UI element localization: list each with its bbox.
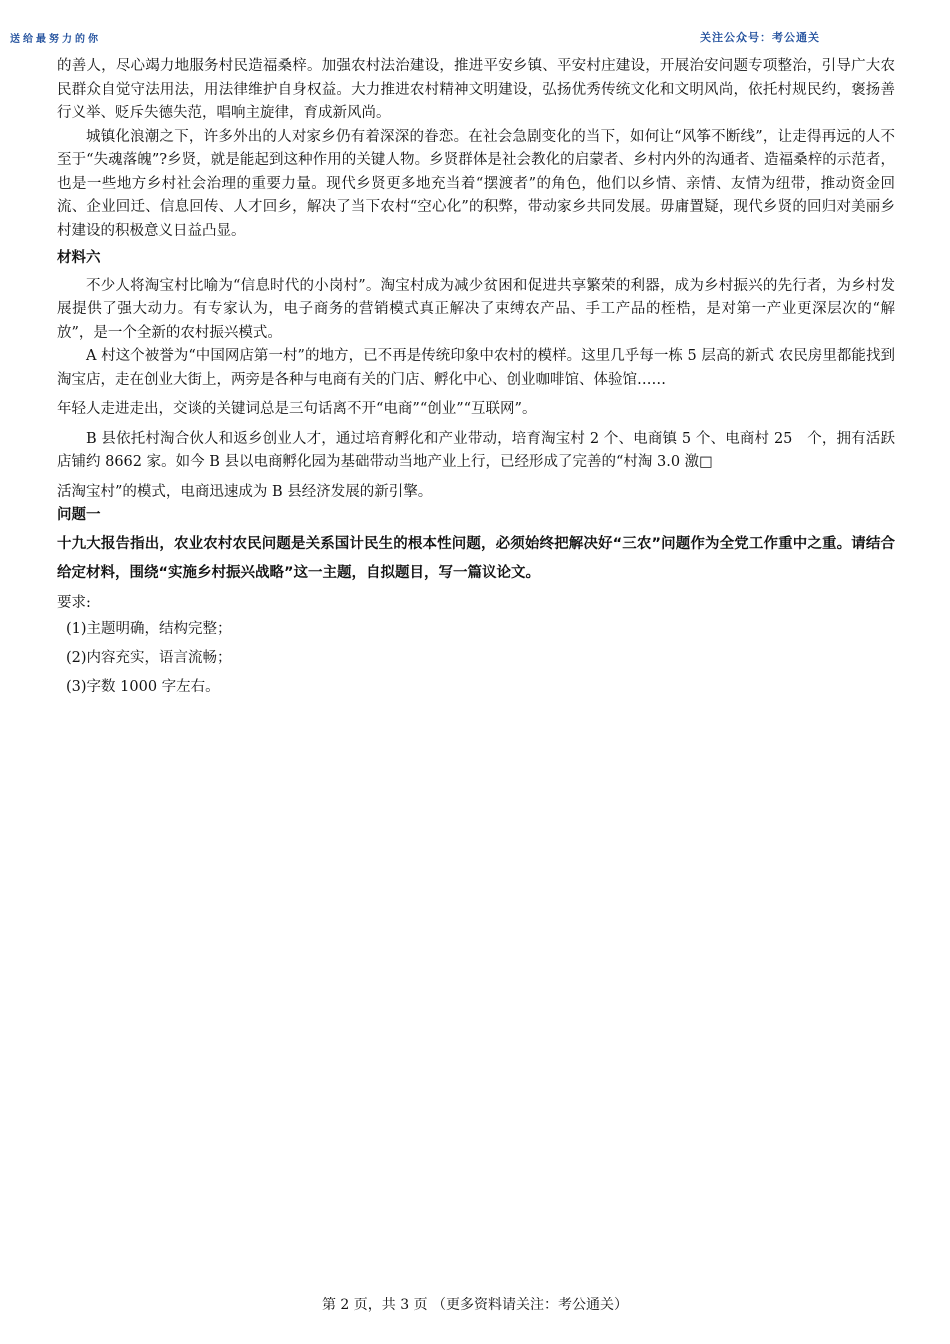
requirement-item: (3)字数 1000 字左右。 xyxy=(66,679,220,695)
page-footer: 第 2 页，共 3 页 （更多资料请关注：考公通关） xyxy=(321,1297,629,1313)
paragraph-county-b-continued: 活淘宝村”的模式，电商迅速成为 B 县经济发展的新引擎。 xyxy=(57,483,433,500)
header-slogan: 送给最努力的你 xyxy=(10,34,101,45)
paragraph-rural-sages: 城镇化浪潮之下，许多外出的人对家乡仍有着深深的眷恋。在社会急剧变化的当下，如何让“风筝不断线”，让走得再远的人不至于“失魂落魄”?乡贤，就是能起到这种作用的关键人物。乡贤群体是社会教化的启蒙者、乡村内外的沟通者、造福桑梓的示范者，也是一些地方乡村社会治理的重要力量。现代乡贤更多地充当着“摆渡者”的角色，他们以乡情、亲情、友情为纽带，推动资金回流、企业回迁、信息回传、人才回乡，解决了当下农村“空心化”的积弊，带动家乡共同发展。毋庸置疑，现代乡贤的回归对美丽乡村建设的积极意义日益凸显。 xyxy=(57,128,895,239)
document-body xyxy=(57,55,895,702)
header-wechat-note: 关注公众号：考公通关 xyxy=(700,31,820,44)
question-prompt: 十九大报告指出，农业农村农民问题是关系国计民生的根本性问题，必须始终把解决好“三农”问题作为全党工作重中之重。请结合给定材料，围绕“实施乡村振兴战略”这一主题，自拟题目，写一篇议论文。 xyxy=(57,535,895,581)
requirements-label: 要求: xyxy=(57,594,91,611)
paragraph-taobao-villages: 不少人将淘宝村比喻为“信息时代的小岗村”。淘宝村成为减少贫困和促进共享繁荣的利器，成为乡村振兴的先行者，为乡村发展提供了强大动力。有专家认为，电子商务的营销模式真正解决了束缚农产品、手工产品的桎梏，是对第一产业更深层次的“解放”，是一个全新的农村振兴模式。 xyxy=(57,277,895,341)
paragraph-county-b: B 县依托村淘合伙人和返乡创业人才，通过培育孵化和产业带动，培育淘宝村 2 个、电商镇 5 个、电商村 25 个，拥有活跃店铺约 8662 家。如今 B 县以电商孵化园为基础带动当地产业上行，已经形成了完善的“村淘 3.0 激□ xyxy=(57,430,895,470)
paragraph-village-a-continued: 年轻人走进走出，交谈的关键词总是三句话离不开“电商”“创业”“互联网”。 xyxy=(57,401,537,417)
paragraph-rural-governance: 的善人，尽心竭力地服务村民造福桑梓。加强农村法治建设，推进平安乡镇、平安村庄建设，开展治安问题专项整治，引导广大农民群众自觉守法用法，用法律维护自身权益。大力推进农村精神文明建设，弘扬优秀传统文化和文明风尚，依托村规民约，褒扬善行义举、贬斥失德失范，唱响主旋律，育成新风尚。 xyxy=(57,58,895,121)
requirement-item: (1)主题明确，结构完整； xyxy=(66,621,232,637)
requirement-item: (2)内容充实，语言流畅； xyxy=(66,650,232,666)
material-6-heading: 材料六 xyxy=(57,250,101,266)
question-heading: 问题一 xyxy=(57,507,101,523)
paragraph-village-a: A 村这个被誉为“中国网店第一村”的地方，已不再是传统印象中农村的模样。这里几乎每一栋 5 层高的新式 农民房里都能找到淘宝店，走在创业大街上，两旁是各种与电商有关的门店、孵化中心、创业咖啡馆、体验馆…… xyxy=(57,348,895,388)
